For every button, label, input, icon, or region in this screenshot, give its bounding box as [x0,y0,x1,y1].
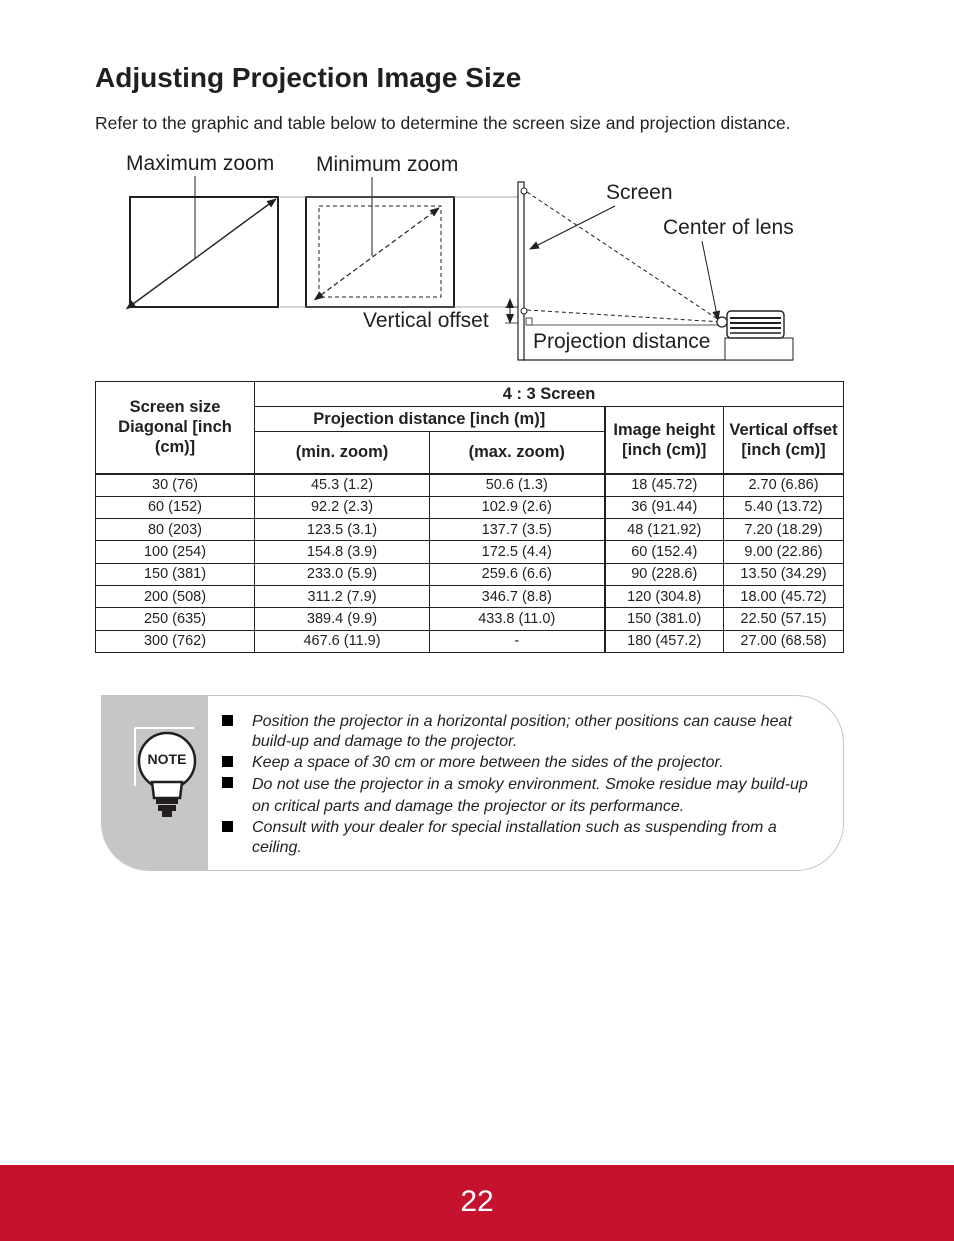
table-cell: 90 (228.6) [605,563,724,585]
projection-diagram [0,140,954,370]
table-cell: 100 (254) [96,541,255,563]
vertical-offset-label: Vertical offset [363,309,489,332]
table-cell: 311.2 (7.9) [255,585,430,607]
table-cell: 36 (91.44) [605,496,724,518]
table-row [96,541,844,563]
table-row [96,474,844,497]
table-cell: 2.70 (6.86) [724,474,844,497]
table-cell: 467.6 (11.9) [255,630,430,652]
table-cell: 250 (635) [96,608,255,630]
table-cell: 180 (457.2) [605,630,724,652]
col-header-max-zoom: (max. zoom) [430,432,605,474]
note-box [101,695,844,871]
table-row [96,585,844,607]
table-cell: 259.6 (6.6) [430,563,605,585]
table-cell: 60 (152) [96,496,255,518]
note-item: Keep a space of 30 cm or more between the sides of the projector. [218,753,828,773]
table-cell: 92.2 (2.3) [255,496,430,518]
note-item: Position the projector in a horizontal position; other positions can cause heat build-up and damage to the projector. [218,712,828,752]
projection-table [95,381,844,653]
table-cell: 154.8 (3.9) [255,541,430,563]
table-row [96,630,844,652]
projection-rays [527,192,722,322]
table-cell: 150 (381) [96,563,255,585]
lightbulb-icon [132,724,202,824]
table-cell: 27.00 (68.58) [724,630,844,652]
col-header-screen-size: Screen size Diagonal [inch (cm)] [96,382,255,474]
table-row [96,563,844,585]
table-row [96,519,844,541]
projection-distance-label: Projection distance [533,330,711,353]
page-footer [0,1165,954,1241]
table-cell: 123.5 (3.1) [255,519,430,541]
table-row [96,496,844,518]
table-cell: 60 (152.4) [605,541,724,563]
vertical-offset-indicator [505,307,518,323]
min-zoom-label: Minimum zoom [316,153,459,176]
table-cell: 7.20 (18.29) [724,519,844,541]
page-number: 22 [460,1185,494,1218]
table-cell: 389.4 (9.9) [255,608,430,630]
projector-icon [717,311,793,360]
note-list [218,712,828,859]
table-cell: 9.00 (22.86) [724,541,844,563]
page-title: Adjusting Projection Image Size [95,62,522,93]
col-header-min-zoom: (min. zoom) [255,432,430,474]
table-cell: 18.00 (45.72) [724,585,844,607]
table-cell: 102.9 (2.6) [430,496,605,518]
note-item: Consult with your dealer for special installation such as suspending from a ceiling. [218,818,828,858]
table-cell: 50.6 (1.3) [430,474,605,497]
table-row [96,608,844,630]
table-cell: 172.5 (4.4) [430,541,605,563]
group-header-4-3-screen: 4 : 3 Screen [255,382,844,407]
center-of-lens-label: Center of lens [663,216,794,239]
table-cell: 5.40 (13.72) [724,496,844,518]
screen-label: Screen [606,181,673,204]
note-icon-label: NOTE [147,751,187,767]
max-zoom-label: Maximum zoom [126,152,275,175]
col-header-projection-distance: Projection distance [inch (m)] [255,407,605,432]
note-item: Do not use the projector in a smoky environment. Smoke residue may build-up on critical parts and damage the projector or its performance. [218,774,828,818]
table-cell: 18 (45.72) [605,474,724,497]
table-cell: 48 (121.92) [605,519,724,541]
table-cell: 433.8 (11.0) [430,608,605,630]
table-cell: 233.0 (5.9) [255,563,430,585]
table-cell: 80 (203) [96,519,255,541]
table-cell: 137.7 (3.5) [430,519,605,541]
col-header-vertical-offset: Vertical offset [inch (cm)] [724,407,844,474]
table-cell: 200 (508) [96,585,255,607]
intro-text: Refer to the graphic and table below to determine the screen size and projection distance. [95,113,791,133]
table-cell: 120 (304.8) [605,585,724,607]
table-cell: 13.50 (34.29) [724,563,844,585]
min-zoom-frame [306,177,454,307]
table-cell: 300 (762) [96,630,255,652]
max-zoom-frame [130,176,278,307]
table-cell: 346.7 (8.8) [430,585,605,607]
table-cell: 150 (381.0) [605,608,724,630]
table-cell: 45.3 (1.2) [255,474,430,497]
table-cell: - [430,630,605,652]
table-cell: 22.50 (57.15) [724,608,844,630]
table-cell: 30 (76) [96,474,255,497]
col-header-image-height: Image height [inch (cm)] [605,407,724,474]
